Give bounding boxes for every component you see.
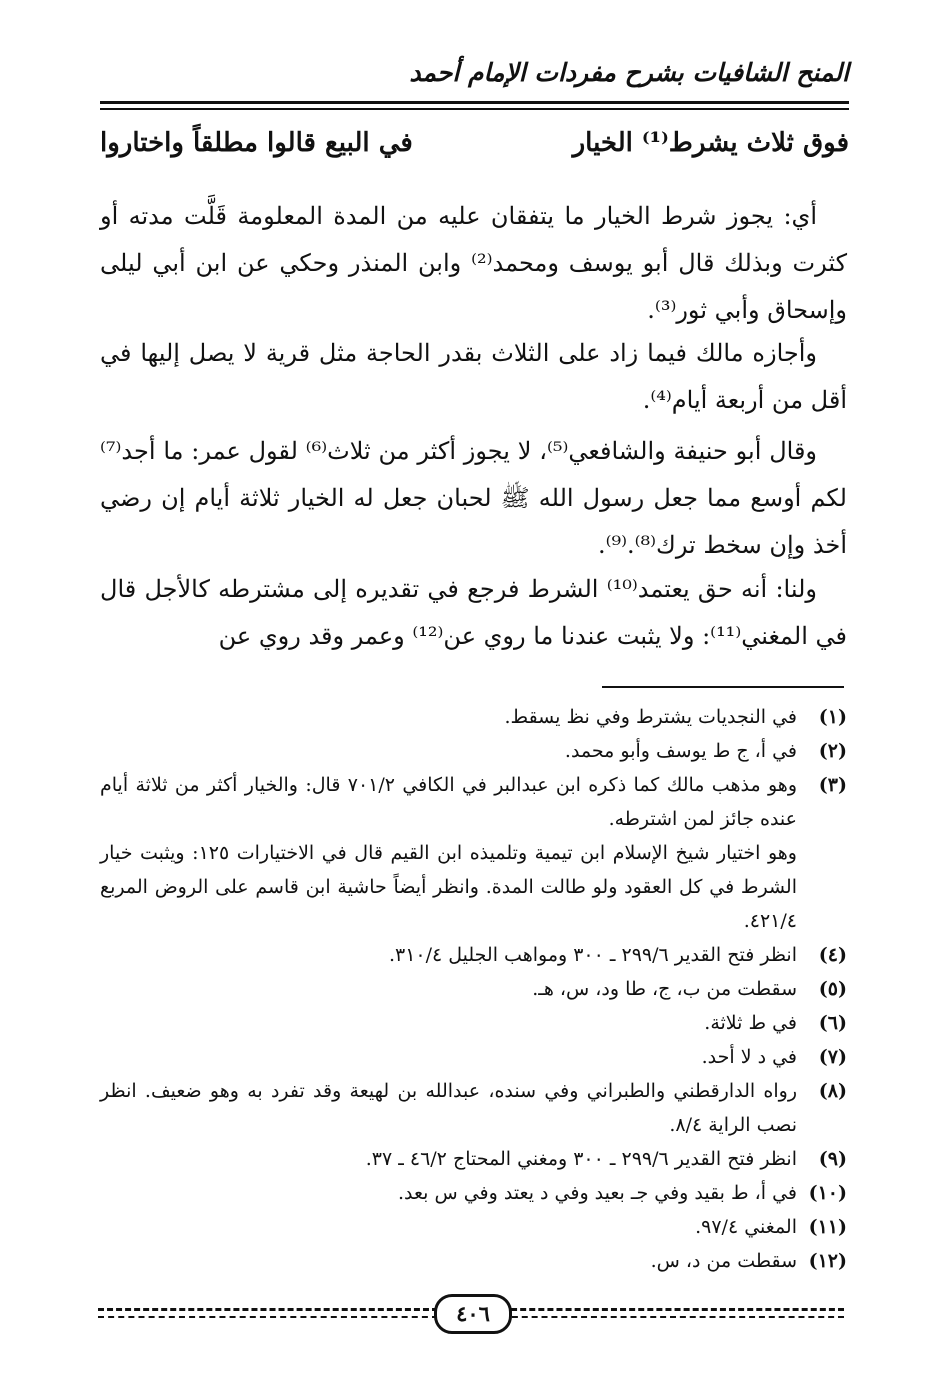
footnote <box>100 1142 847 1176</box>
footnote <box>100 734 847 768</box>
verse-line <box>100 128 849 168</box>
footnote <box>100 1176 847 1210</box>
footnote-text: في ط ثلاثة. <box>704 1012 797 1034</box>
footnote-text: وهو اختيار شيخ الإسلام ابن تيمية وتلميذه ابن القيم قال في الاختيارات ١٢٥: ويثبت خيار الشرط في كل العقود ولو طالت المدة. وانظر أيضاً حاشية ابن قاسم على الروض المربع ٤٢١/٤. <box>100 842 797 932</box>
footnote-text: انظر فتح القدير ٢٩٩/٦ ـ ٣٠٠ ومواهب الجليل ٣١٠/٤. <box>388 944 797 966</box>
footnote <box>100 768 847 836</box>
footnote-text: انظر فتح القدير ٢٩٩/٦ ـ ٣٠٠ ومغني المحتاج ٤٦/٢ ـ ٣٧. <box>365 1148 797 1170</box>
footnote-continuation <box>100 836 847 938</box>
footnote-number: (٦) <box>818 1012 847 1034</box>
footer-dashed-rule <box>502 1316 844 1318</box>
paragraph-4: ولنا: أنه حق يعتمد⁽¹⁰⁾ الشرط فرجع في تقديره إلى مشترطه كالأجل قال في المغني⁽¹¹⁾: ولا يثبت عندنا ما روي عن⁽¹²⁾ وعمر وقد روي عن <box>100 575 847 650</box>
footer-dashed-rule <box>502 1308 844 1311</box>
footnote <box>100 1244 847 1278</box>
footnote <box>100 972 847 1006</box>
footnote-number: (٧) <box>818 1046 847 1068</box>
footer-dashed-rule <box>98 1308 438 1311</box>
paragraph-1: أي: يجوز شرط الخيار ما يتفقان عليه من المدة المعلومة قَلَّت مدته أو كثرت وبذلك قال أبو يوسف ومحمد⁽²⁾ وابن المنذر وحكي عن ابن أبي ليلى وإسحاق وأبي ثور⁽³⁾. <box>100 202 847 324</box>
footnote-separator <box>602 686 844 688</box>
footnote-number: (٢) <box>818 740 847 762</box>
footnote <box>100 1210 847 1244</box>
footnote-text: المغني ٩٧/٤. <box>695 1216 797 1238</box>
footnote-number: (٨) <box>818 1080 847 1102</box>
verse-second-hemistich: في البيع قالوا مطلقاً واختاروا <box>100 128 413 158</box>
footnote-text: سقطت من ب، ج، طا ود، س، هـ. <box>532 978 797 1000</box>
footnote-text: في د لا أحد. <box>701 1046 797 1068</box>
footnote <box>100 700 847 734</box>
footnote <box>100 1040 847 1074</box>
footnote-text: في النجديات يشترط وفي نظ يسقط. <box>504 706 797 728</box>
footnote-number: (١) <box>818 706 847 728</box>
header-rule-thin <box>100 108 849 110</box>
footnote-text: وهو مذهب مالك كما ذكره ابن عبدالبر في الكافي ٧٠١/٢ قال: والخيار أكثر من ثلاثة أيام عنده جائز لمن اشترطه. <box>100 774 797 830</box>
footnote-number: (٣) <box>818 774 847 796</box>
footnote-text: في أ، ط بقيد وفي جـ بعيد وفي د يعتد وفي س بعد. <box>397 1182 797 1204</box>
footnote-number: (٩) <box>818 1148 847 1170</box>
running-header: المنح الشافيات بشرح مفردات الإمام أحمد <box>409 58 849 87</box>
footnotes <box>100 700 847 1278</box>
footnote-text: رواه الدارقطني والطبراني وفي سنده، عبدالله بن لهيعة وقد تفرد به وهو ضعيف. انظر نصب الراية ٨/٤. <box>100 1080 797 1136</box>
paragraph-2: وأجازه مالك فيما زاد على الثلاث بقدر الحاجة مثل قرية لا يصل إليها في أقل من أربعة أيام⁽⁴⁾. <box>100 339 847 414</box>
footnote-text: في أ، ج ط يوسف وأبو محمد. <box>564 740 797 762</box>
footnote-text: سقطت من د، س. <box>650 1250 797 1272</box>
footnote <box>100 1006 847 1040</box>
footer-dashed-rule <box>98 1316 438 1318</box>
footnote-number: (١٢) <box>808 1250 847 1272</box>
header-rule <box>100 101 849 104</box>
footnote-number: (٥) <box>818 978 847 1000</box>
footnote <box>100 1074 847 1142</box>
footnote-number: (٤) <box>818 944 847 966</box>
footnote-number: (١٠) <box>808 1182 847 1204</box>
paragraph-3: وقال أبو حنيفة والشافعي⁽⁵⁾، لا يجوز أكثر من ثلاث⁽⁶⁾ لقول عمر: ما أجد⁽⁷⁾ لكم أوسع مما جعل رسول الله ﷺ لحبان جعل له الخيار ثلاثة أيام إن رضي أخذ وإن سخط ترك⁽⁸⁾.⁽⁹⁾. <box>100 437 847 559</box>
footnote-number: (١١) <box>808 1216 847 1238</box>
verse-first-hemistich: فوق ثلاث يشرط⁽¹⁾ الخيار <box>572 128 849 158</box>
footnote <box>100 938 847 972</box>
page-number: ٤٠٦ <box>434 1294 512 1334</box>
